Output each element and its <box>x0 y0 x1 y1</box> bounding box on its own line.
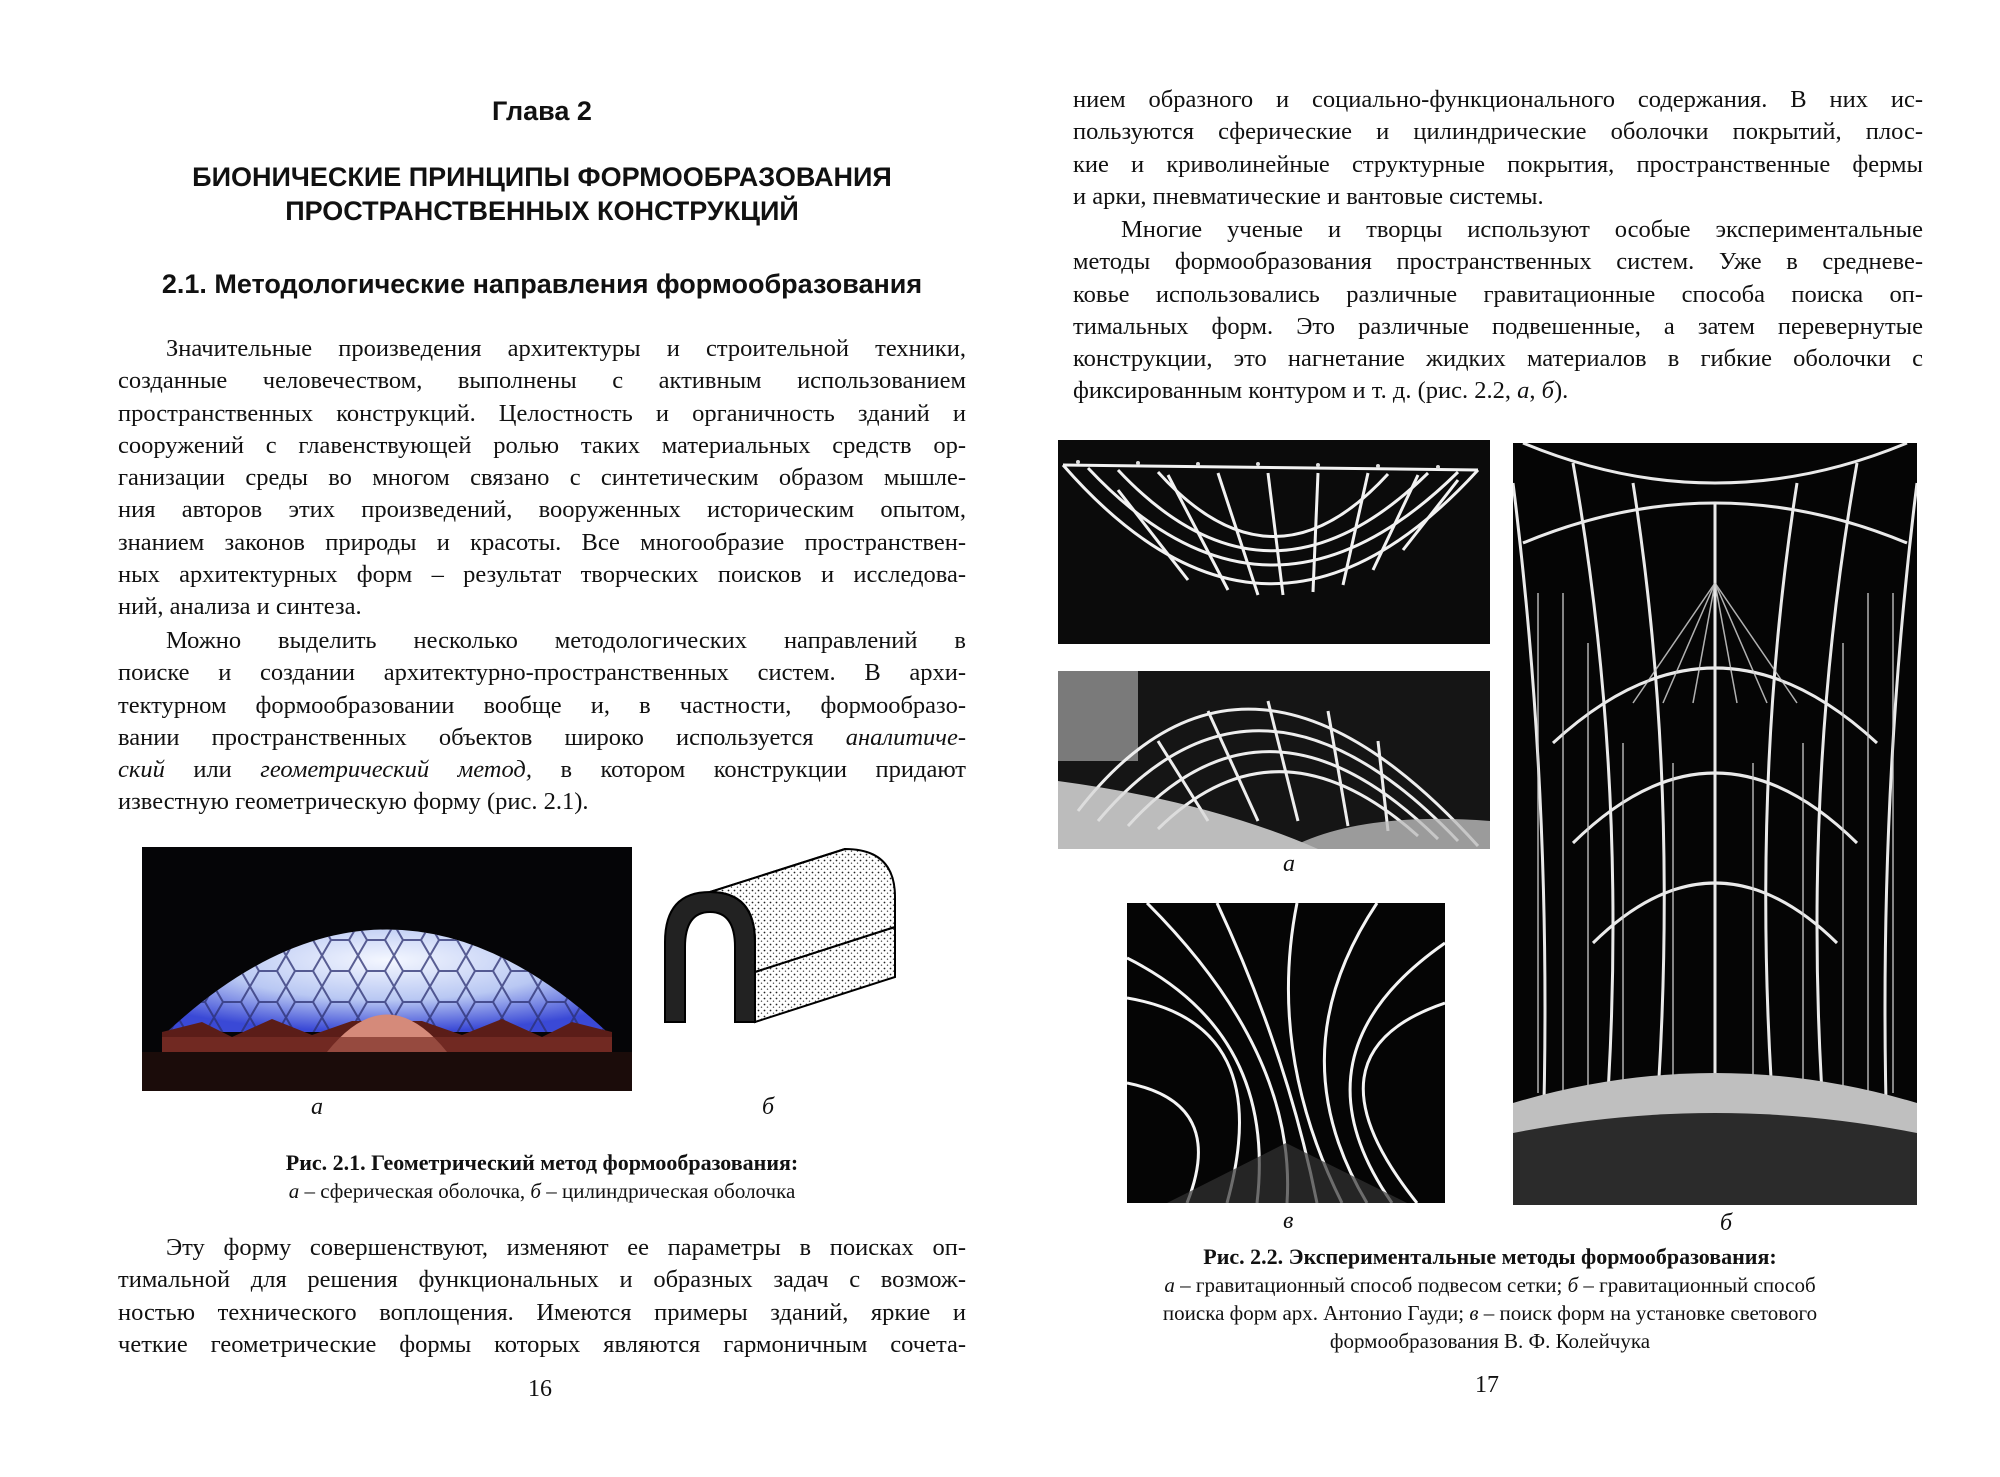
text-run: вании пространственных объектов широко используется <box>118 723 814 751</box>
dome-illustration <box>142 847 632 1091</box>
figure-2-2-a-hanging-net-photo <box>1058 440 1490 644</box>
caption-run: – сферическая оболочка, <box>299 1179 531 1203</box>
figure-2-1-b-cylindrical-shell <box>655 847 945 1047</box>
text-run: фиксированным контуром и т. д. (рис. 2.2, <box>1073 377 1518 405</box>
text-line: кие и криволинейные структурные покрытия, пространственные фермы <box>1073 150 1923 178</box>
text-run: ). <box>1553 377 1569 405</box>
chapter-title-line-2: ПРОСТРАНСТВЕННЫХ КОНСТРУКЦИЙ <box>285 196 799 226</box>
text-line: ний, анализа и синтеза. <box>118 593 362 621</box>
italic-term: аналитиче- <box>845 723 966 751</box>
text-line: и арки, пневматические и вантовые системы. <box>1073 182 1544 210</box>
figure-2-2-caption <box>1060 1243 1920 1355</box>
text-line: нием образного и социально-функционального содержания. В них ис- <box>1073 86 1923 113</box>
text-line: созданные человечеством, выполнены с активным использованием <box>118 367 966 395</box>
caption-line <box>1060 1299 1920 1327</box>
text-line: ганизации среды во многом связано с синтетическим образом мышле- <box>118 464 966 492</box>
italic-term: геометрический метод, <box>260 756 532 784</box>
right-page <box>1000 0 2000 1477</box>
caption-run: – гравитационный способ подвесом сетки; <box>1174 1273 1568 1297</box>
caption-letter: в <box>1469 1301 1479 1325</box>
paragraph-3 <box>118 1232 966 1361</box>
italic-term: б <box>1541 377 1554 405</box>
figure-2-1-a-dome-photo <box>142 847 632 1091</box>
figure-label-a: а <box>311 1094 323 1120</box>
caption-run: – поиск форм на установке светового <box>1478 1301 1818 1325</box>
figure-2-1-caption <box>118 1149 966 1205</box>
text-line: Эту форму совершенствуют, изменяют ее параметры в поисках оп- <box>166 1234 966 1261</box>
text-line <box>118 754 966 786</box>
figure-2-2-a-arch-grid-photo <box>1058 671 1490 849</box>
italic-term: а <box>1517 377 1530 405</box>
light-forms-illustration <box>1127 903 1445 1203</box>
figure-2-2-v-light-forms-photo <box>1127 903 1445 1203</box>
arch-grid-illustration <box>1058 671 1490 849</box>
text-line: Значительные произведения архитектуры и строительной техники, <box>166 335 966 362</box>
caption-line <box>1060 1271 1920 1299</box>
figure-label-b: б <box>1720 1210 1733 1236</box>
text-line: конструкции, это нагнетание жидких материалов в гибкие оболочки с <box>1073 345 1923 373</box>
paragraph-1 <box>118 333 966 624</box>
text-run: или <box>193 756 232 784</box>
caption-run: – цилиндрическая оболочка <box>540 1179 796 1203</box>
text-run: , <box>1529 377 1542 405</box>
figure-label-v: в <box>1283 1208 1294 1234</box>
text-line: ния авторов этих произведений, вооруженных историческим опытом, <box>118 496 966 524</box>
chapter-title-line-1: БИОНИЧЕСКИЕ ПРИНЦИПЫ ФОРМООБРАЗОВАНИЯ <box>192 162 892 192</box>
text-line: ных архитектурных форм – результат творческих поисков и исследова- <box>118 561 966 589</box>
caption-line: формообразования В. Ф. Колейчука <box>1329 1329 1651 1353</box>
text-line: знанием законов природы и красоты. Все многообразие пространствен- <box>118 528 966 556</box>
caption-title: Рис. 2.1. Геометрический метод формообразования: <box>285 1150 799 1175</box>
text-line: пространственных конструкций. Целостность и органичность зданий и <box>118 399 966 427</box>
chapter-title <box>118 160 966 228</box>
text-line: Многие ученые и творцы используют особые экспериментальные <box>1121 216 1923 243</box>
text-line: поиске и создании архитектурно-пространственных систем. В архи- <box>118 659 966 687</box>
caption-letter: а <box>1164 1273 1175 1297</box>
caption-text <box>118 1177 966 1205</box>
italic-term: ский <box>118 756 165 784</box>
text-line <box>118 722 966 754</box>
text-line: четкие геометрические формы которых являются гармоничным сочета- <box>118 1330 966 1358</box>
caption-run: – гравитационный способ <box>1578 1273 1816 1297</box>
text-line: известную геометрическую форму (рис. 2.1). <box>118 788 589 816</box>
page-number: 17 <box>1475 1372 1499 1398</box>
gaudi-model-illustration <box>1513 443 1917 1205</box>
text-line <box>1073 375 1923 407</box>
text-line: тектурном формообразовании вообще и, в частности, формообразо- <box>118 691 966 719</box>
text-line: сооружений с главенствующей ролью таких материальных средств ор- <box>118 431 966 459</box>
caption-run: поиска форм арх. Антонио Гауди; <box>1162 1301 1470 1325</box>
text-line: пользуются сферические и цилиндрические оболочки покрытий, плос- <box>1073 118 1923 146</box>
cylinder-shell-drawing <box>655 847 945 1047</box>
figure-label-a: а <box>1283 851 1295 877</box>
section-heading: 2.1. Методологические направления формообразования <box>161 269 923 299</box>
figure-label-b: б <box>762 1094 775 1120</box>
paragraph-2 <box>118 625 966 819</box>
caption-letter: а <box>288 1179 300 1203</box>
text-run: в котором конструкции придают <box>560 756 967 784</box>
chapter-label: Глава 2 <box>492 96 592 126</box>
text-line: тимальных форм. Это различные подвешенные, а затем перевернутые <box>1073 312 1923 340</box>
paragraph-1 <box>1073 84 1923 213</box>
caption-title: Рис. 2.2. Экспериментальные методы формообразования: <box>1203 1244 1777 1269</box>
text-line: Можно выделить несколько методологических направлений в <box>166 627 966 654</box>
caption-letter: б <box>530 1179 541 1203</box>
figure-2-2-b-gaudi-model-photo <box>1513 443 1917 1205</box>
text-line: методы формообразования пространственных систем. Уже в средневе- <box>1073 248 1923 276</box>
page-number: 16 <box>528 1376 552 1402</box>
text-line: ностью технического воплощения. Имеются примеры зданий, яркие и <box>118 1298 966 1326</box>
hanging-net-illustration <box>1058 440 1490 644</box>
text-line: ковье использовались различные гравитационные способа поиска оп- <box>1073 280 1923 308</box>
paragraph-2 <box>1073 214 1923 408</box>
caption-letter: б <box>1567 1273 1579 1297</box>
text-line: тимальной для решения функциональных и образных задач с возмож- <box>118 1266 966 1294</box>
